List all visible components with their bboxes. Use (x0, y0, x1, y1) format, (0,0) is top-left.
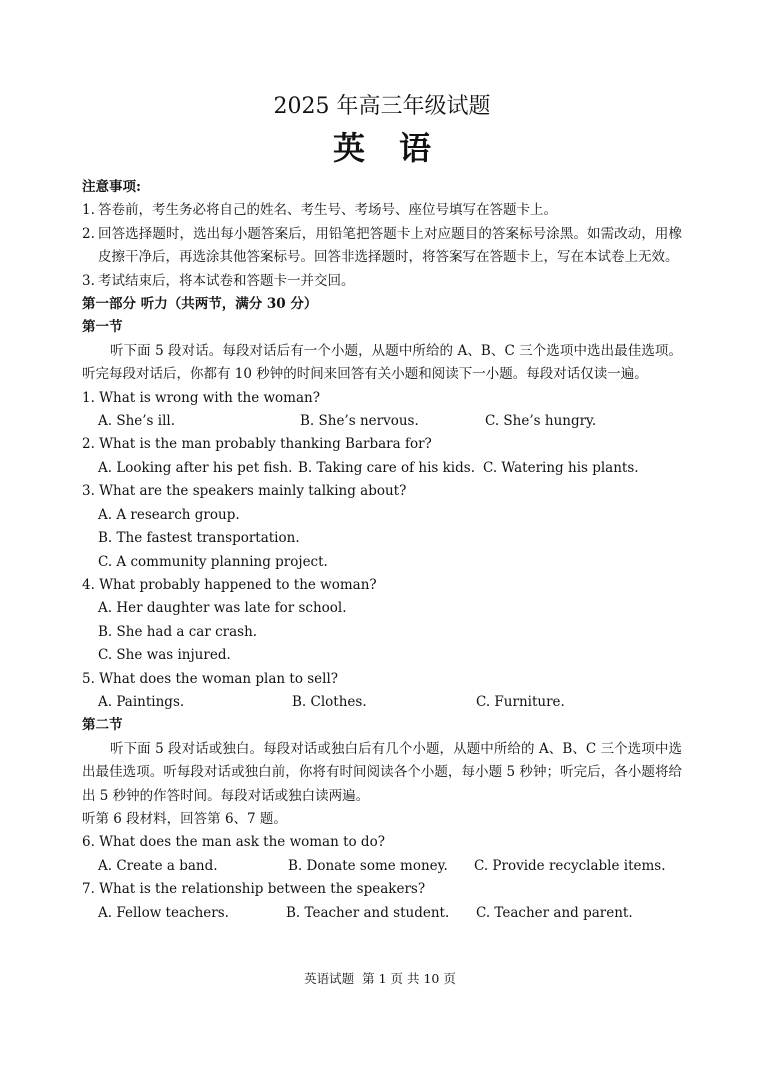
option-a: A. A research group. (98, 506, 240, 523)
option-a: A. She’s ill. (98, 413, 176, 430)
option-c: C. Furniture. (476, 693, 565, 710)
option-c: C. Watering his plants. (483, 459, 639, 476)
note-number: 1. (82, 202, 95, 219)
footer-subject: 英语试题 (304, 971, 355, 986)
question-text: 4. What probably happened to the woman? (82, 576, 377, 593)
note-text: 答卷前，考生务必将自己的姓名、考生号、考场号、座位号填写在答题卡上。 (98, 202, 557, 219)
question-text: 7. What is the relationship between the speakers? (82, 881, 426, 898)
part1-heading: 第一部分 听力（共两节，满分 30 分） (82, 296, 318, 313)
page-footer (0, 969, 760, 987)
footer-page-number: 第 1 页 共 10 页 (362, 971, 456, 986)
options-row (82, 855, 682, 878)
question-text: 1. What is wrong with the woman? (82, 389, 320, 406)
note-item (82, 270, 682, 293)
option-b: B. The fastest transportation. (98, 530, 300, 547)
option-b: B. She had a car crash. (98, 623, 258, 640)
option-b: B. She’s nervous. (300, 413, 419, 430)
section1-heading: 第一节 (82, 319, 123, 336)
option-c: C. A community planning project. (98, 553, 328, 570)
note-number: 2. (82, 225, 95, 242)
option-a: A. Looking after his pet fish. (98, 459, 293, 476)
question-text: 5. What does the woman plan to sell? (82, 670, 339, 687)
option-c: C. She’s hungry. (485, 413, 597, 430)
option-b: B. Donate some money. (288, 857, 448, 874)
note-item (82, 199, 682, 222)
options-row (82, 410, 682, 433)
option-b: B. Teacher and student. (286, 904, 450, 921)
note-number: 3. (82, 272, 95, 289)
notes-section (82, 176, 682, 293)
option-a: A. Create a band. (98, 857, 218, 874)
exam-title: 2025 年高三年级试题 (273, 94, 491, 119)
option-b: B. Taking care of his kids. (298, 459, 475, 476)
option-a: A. Fellow teachers. (98, 904, 229, 921)
options-row (82, 457, 682, 480)
note-text: 回答选择题时，选出每小题答案后，用铅笔把答题卡上对应题目的答案标号涂黑。如需改动，用橡皮擦干净后，再选涂其他答案标号。回答非选择题时，将答案写在答题卡上，写在本试卷上无效。 (98, 225, 682, 266)
options-row (82, 691, 682, 714)
option-c: C. Teacher and parent. (476, 904, 633, 921)
options-row (82, 902, 682, 925)
exam-page (82, 92, 682, 925)
question-text: 6. What does the man ask the woman to do? (82, 834, 385, 851)
question-text: 3. What are the speakers mainly talking about? (82, 483, 407, 500)
section1-instructions: 听下面 5 段对话。每段对话后有一个小题，从题中所给的 A、B、C 三个选项中选出最佳选项。听完每段对话后，你都有 10 秒钟的时间来回答有关小题和阅读下一小题。每段对话仅读一遍。 (82, 342, 682, 383)
section2-heading: 第二节 (82, 717, 123, 734)
material-note: 听第 6 段材料，回答第 6、7 题。 (82, 810, 287, 827)
section2-instructions: 听下面 5 段对话或独白。每段对话或独白后有几个小题，从题中所给的 A、B、C 三个选项中选出最佳选项。听每段对话或独白前，你将有时间阅读各个小题，每小题 5 秒钟；听完后，各小题将给出 5 秒钟的作答时间。每段对话或独白读两遍。 (82, 740, 682, 804)
option-a: A. Her daughter was late for school. (98, 600, 347, 617)
note-item (82, 223, 682, 270)
question-text: 2. What is the man probably thanking Barbara for? (82, 436, 432, 453)
option-a: A. Paintings. (98, 693, 185, 710)
option-c: C. She was injured. (98, 647, 231, 664)
subject-title: 英语 (332, 129, 465, 167)
notes-heading: 注意事项: (82, 179, 141, 195)
note-text: 考试结束后，将本试卷和答题卡一并交回。 (98, 272, 355, 289)
option-c: C. Provide recyclable items. (474, 857, 666, 874)
option-b: B. Clothes. (292, 693, 367, 710)
